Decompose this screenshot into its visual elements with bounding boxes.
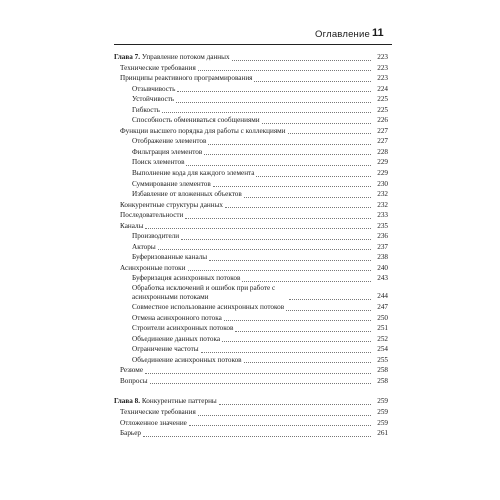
- toc-page-number: 261: [377, 429, 388, 438]
- toc-entry-title: [132, 115, 260, 126]
- toc-page-number: 244: [377, 292, 388, 301]
- toc-title-text: Технические требования: [120, 63, 196, 72]
- toc-entry: [114, 344, 388, 355]
- toc-entry-title: [132, 302, 284, 313]
- dot-leader: [198, 69, 371, 71]
- toc-title-text: Объединение данных потока: [132, 334, 221, 343]
- toc-entry: [114, 221, 388, 232]
- toc-entry-title: [120, 126, 286, 137]
- toc-entry: [114, 147, 388, 158]
- toc-entry: [114, 105, 388, 116]
- toc-title-text: Отзывчивость: [132, 84, 176, 93]
- toc-title-text: Отмена асинхронного потока: [132, 313, 222, 322]
- toc-title-text: Асинхронные потоки: [120, 263, 186, 272]
- toc-title-text: Функции высшего порядка для работы с коллекциями: [120, 126, 286, 135]
- toc-title-text: Принципы реактивного программирования: [120, 74, 253, 83]
- toc-title-text: Буферизованные каналы: [132, 253, 208, 262]
- running-title: Оглавление: [315, 29, 370, 40]
- toc-entry: [114, 136, 388, 147]
- dot-leader: [289, 298, 371, 300]
- dot-leader: [143, 435, 371, 437]
- dot-leader: [150, 382, 371, 384]
- toc-page-number: 223: [377, 63, 388, 72]
- dot-leader: [242, 280, 371, 282]
- toc-page-number: 240: [377, 263, 388, 272]
- toc-entry: [114, 302, 388, 313]
- toc-page-number: 223: [377, 74, 388, 83]
- dot-leader: [198, 414, 371, 416]
- toc-page-number: 250: [377, 313, 388, 322]
- dot-leader: [286, 309, 371, 311]
- toc-entry: [114, 252, 388, 263]
- toc-entry: [114, 63, 388, 74]
- toc-entry-title: [132, 231, 179, 242]
- toc-entry-title: [132, 157, 184, 168]
- toc-entry-title: [132, 334, 220, 345]
- toc-chapter-entry: [114, 52, 388, 63]
- toc-title-text: Барьер: [120, 429, 141, 438]
- toc-title-text: Суммирование элементов: [132, 179, 211, 188]
- toc-page-number: 258: [377, 376, 388, 385]
- toc-title-text: Конкурентные структуры данных: [120, 200, 224, 209]
- dot-leader: [262, 122, 371, 124]
- toc-entry: [114, 168, 388, 179]
- toc-entry: [114, 323, 388, 334]
- toc-title-text: Ограничение частоты: [132, 345, 199, 354]
- toc-chapter-entry: [114, 396, 388, 407]
- toc-entry-title: [132, 252, 207, 263]
- dot-leader: [181, 238, 371, 240]
- dot-leader: [219, 403, 371, 405]
- dot-leader: [244, 361, 371, 363]
- toc-entry-title: [120, 210, 183, 221]
- toc-entry-title: [120, 376, 148, 387]
- toc-entry: [114, 84, 388, 95]
- toc-entry: [114, 418, 388, 429]
- dot-leader: [185, 217, 371, 219]
- toc-entry: [114, 94, 388, 105]
- dot-leader: [162, 111, 371, 113]
- page-number: 11: [372, 27, 384, 39]
- toc-title-text: Фильтрация элементов: [132, 147, 203, 156]
- toc-page-number: 252: [377, 334, 388, 343]
- toc-page-number: 259: [377, 407, 388, 416]
- toc-page-number: 255: [377, 355, 388, 364]
- toc-page-number: 225: [377, 95, 388, 104]
- toc-title-text: Производители: [132, 232, 180, 241]
- dot-leader: [224, 319, 371, 321]
- dot-leader: [254, 80, 371, 82]
- toc-entry-title: [120, 63, 196, 74]
- header-rule: [114, 44, 392, 45]
- toc-entry: [114, 231, 388, 242]
- toc-entry-title: [132, 105, 160, 116]
- toc-page-number: 232: [377, 200, 388, 209]
- toc-entry: [114, 179, 388, 190]
- toc-entry-title: [120, 73, 252, 84]
- toc-entry: [114, 200, 388, 211]
- dot-leader: [201, 351, 371, 353]
- toc-entry: [114, 242, 388, 253]
- toc-title-text: Буферизация асинхронных потоков: [132, 274, 241, 283]
- toc-entry: [114, 115, 388, 126]
- toc-title-text: Технические требования: [120, 407, 196, 416]
- toc-entry: [114, 126, 388, 137]
- toc-title-text: Устойчивость: [132, 95, 175, 104]
- toc-entry-title: [120, 418, 187, 429]
- toc-page-number: 254: [377, 345, 388, 354]
- dot-leader: [145, 227, 371, 229]
- toc-page-number: 223: [377, 53, 388, 61]
- toc-title-text: Акторы: [132, 242, 156, 251]
- dot-leader: [204, 153, 371, 155]
- toc-page-number: 259: [377, 397, 388, 406]
- toc-title-text: Строители асинхронных потоков: [132, 324, 234, 333]
- toc-entry: [114, 210, 388, 221]
- toc-title-text: Поиск элементов: [132, 158, 185, 167]
- toc-entry: [114, 407, 388, 418]
- toc-entry-title: [132, 355, 242, 366]
- toc-entry-title: [132, 94, 174, 105]
- toc-entry: [114, 365, 388, 376]
- toc-entry-title: [120, 263, 186, 274]
- toc-page-number: 229: [377, 169, 388, 178]
- dot-leader: [235, 330, 371, 332]
- toc-entry: [114, 428, 388, 439]
- toc-entry: [114, 263, 388, 274]
- toc-title-text: Выполнение кода для каждого элемента: [132, 169, 255, 178]
- dot-leader: [176, 101, 371, 103]
- toc-entry: [114, 189, 388, 200]
- toc-entry-title: [120, 428, 141, 439]
- toc-entry-title: [132, 84, 175, 95]
- toc-entry-title: [132, 273, 240, 284]
- toc-entry-title: [132, 313, 222, 324]
- toc-page-number: 224: [377, 84, 388, 93]
- toc-entry-title: [132, 168, 254, 179]
- toc-entry: [114, 355, 388, 366]
- dot-leader: [232, 59, 371, 61]
- toc-page-number: 238: [377, 253, 388, 262]
- toc-title-text: Отложенное значение: [120, 418, 187, 427]
- toc-title-text: Обработка исключений и ошибок при работе с асинхронными потоками: [132, 284, 276, 302]
- dot-leader: [209, 259, 371, 261]
- toc-entry-title: [114, 396, 217, 407]
- toc-title-text: Совместное использование асинхронных потоков: [132, 303, 285, 312]
- toc-entry-title: [132, 323, 233, 334]
- toc-title-text: Отображение элементов: [132, 137, 207, 146]
- toc-page-number: 232: [377, 190, 388, 199]
- toc-entry-title: [120, 407, 196, 418]
- toc-title-text: Каналы: [120, 221, 144, 230]
- toc-title-text: Объединение асинхронных потоков: [132, 355, 242, 364]
- dot-leader: [158, 248, 371, 250]
- toc-entry: [114, 376, 388, 387]
- dot-leader: [244, 196, 371, 198]
- toc-entry-title: [114, 52, 230, 63]
- toc-page-number: 259: [377, 418, 388, 427]
- toc-entry-title: [120, 200, 223, 211]
- chapter-label: Глава 7.: [114, 53, 141, 61]
- toc-entry: [114, 273, 388, 284]
- dot-leader: [177, 90, 371, 92]
- toc-entry: [114, 284, 388, 302]
- toc-entry-title: [132, 189, 242, 200]
- chapter-label: Глава 8.: [114, 397, 141, 406]
- toc-title-text: Конкурентные паттерны: [141, 397, 217, 406]
- toc-title-text: Последовательности: [120, 211, 184, 220]
- toc-title-text: Управление потоком данных: [141, 53, 230, 61]
- toc-entry: [114, 73, 388, 84]
- toc-entry-title: [120, 365, 143, 376]
- toc-title-text: Вопросы: [120, 376, 148, 385]
- toc-entry: [114, 334, 388, 345]
- toc-title-text: Способность обмениваться сообщениями: [132, 116, 260, 125]
- dot-leader: [256, 175, 371, 177]
- dot-leader: [222, 340, 371, 342]
- toc-page-number: 227: [377, 137, 388, 146]
- toc-entry-title: [132, 284, 287, 302]
- toc-page-number: 243: [377, 274, 388, 283]
- dot-leader: [225, 206, 371, 208]
- toc-page-number: 237: [377, 242, 388, 251]
- toc-entry-title: [120, 221, 143, 232]
- dot-leader: [188, 269, 371, 271]
- dot-leader: [208, 143, 371, 145]
- toc-page-number: 225: [377, 105, 388, 114]
- toc-entry-title: [132, 179, 211, 190]
- toc-entry-title: [132, 136, 206, 147]
- toc-page-number: 230: [377, 179, 388, 188]
- toc-page-number: 227: [377, 126, 388, 135]
- toc-entry-title: [132, 242, 156, 253]
- toc-title-text: Резюме: [120, 366, 144, 375]
- dot-leader: [189, 424, 371, 426]
- toc-page-number: 226: [377, 116, 388, 125]
- dot-leader: [186, 164, 371, 166]
- toc-entry-title: [132, 344, 199, 355]
- toc-page-number: 233: [377, 211, 388, 220]
- toc-title-text: Гибкость: [132, 105, 160, 114]
- toc-page-number: 235: [377, 221, 388, 230]
- dot-leader: [213, 185, 371, 187]
- toc-entry: [114, 313, 388, 324]
- toc-page-number: 236: [377, 232, 388, 241]
- toc-page-number: 258: [377, 366, 388, 375]
- toc-entry: [114, 157, 388, 168]
- toc-entry-title: [132, 147, 202, 158]
- toc-title-text: Избавление от вложенных объектов: [132, 190, 242, 199]
- dot-leader: [145, 372, 371, 374]
- toc-page-number: 229: [377, 158, 388, 167]
- toc-page-number: 247: [377, 303, 388, 312]
- toc-page-number: 251: [377, 324, 388, 333]
- toc-page-number: 228: [377, 147, 388, 156]
- dot-leader: [288, 132, 371, 134]
- table-of-contents: [114, 52, 388, 439]
